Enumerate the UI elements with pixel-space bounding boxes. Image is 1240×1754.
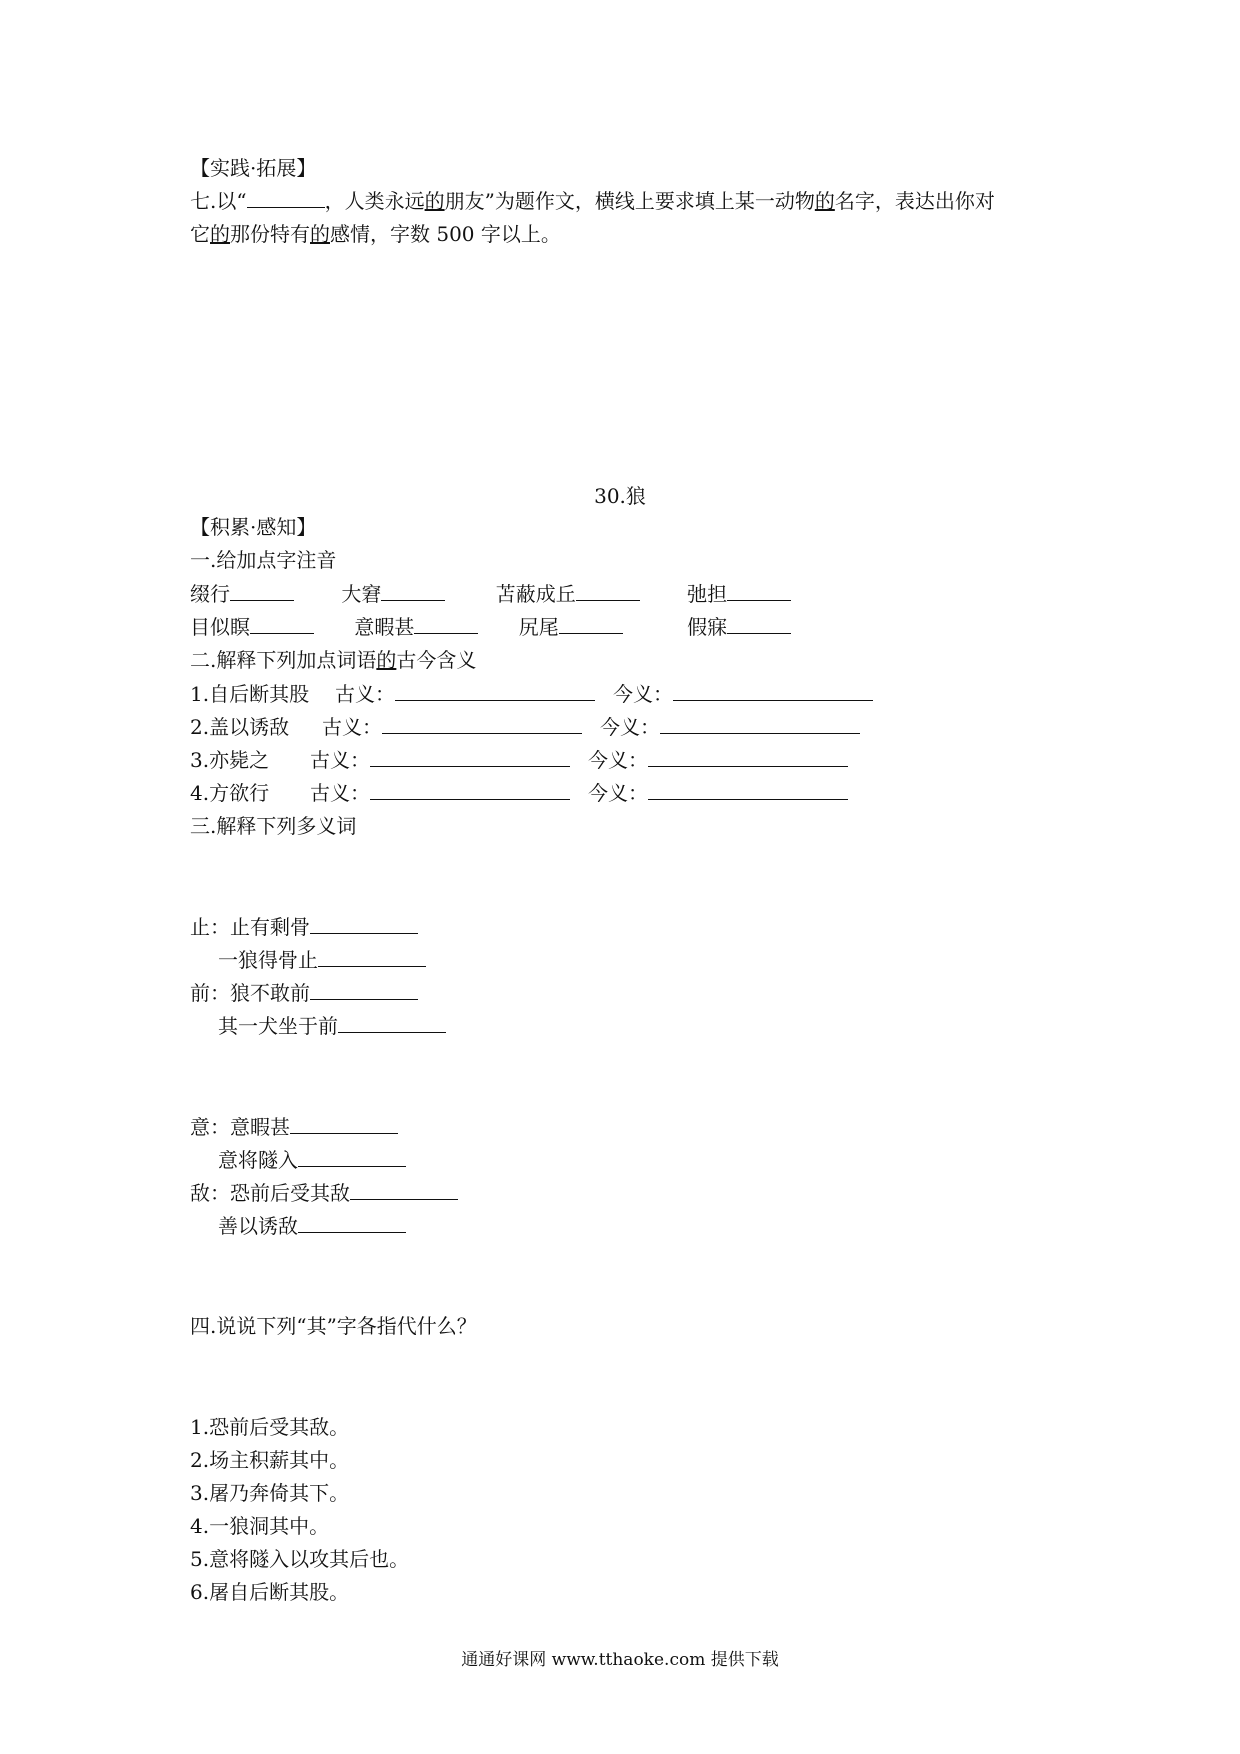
item-text: 其一犬坐于前 [218,1014,338,1038]
word: 意暇甚 [354,615,415,639]
part2-title-text: 古今含义 [396,648,477,672]
answer-blank[interactable] [370,779,570,800]
part2-title-text: 二.解释下列加点词语 [190,648,377,672]
jin-label: 今义： [588,748,648,772]
part4-item: 1.恐前后受其敌。 [190,1415,350,1439]
part2-item-4 [190,779,848,807]
answer-blank[interactable] [247,187,325,208]
word: 苫蔽成丘 [495,582,576,606]
answer-blank[interactable] [673,680,873,701]
answer-blank[interactable] [660,713,860,734]
part2-item-2 [190,713,860,741]
part4-item: 4.一狼洞其中。 [190,1514,330,1538]
answer-blank[interactable] [338,1012,446,1033]
answer-blank[interactable] [727,613,791,634]
polysemy-item [218,1212,406,1240]
answer-blank[interactable] [298,1212,406,1233]
polysemy-item [190,1179,458,1207]
part4-item: 3.屠乃奔倚其下。 [190,1481,350,1505]
answer-blank[interactable] [298,1146,406,1167]
item-label: 1.自后断其股 [190,682,310,706]
gu-label: 古义： [335,682,395,706]
polysemy-item [218,1012,446,1040]
word: 缀行 [190,582,230,606]
q7-text: ，人类永远 [324,189,425,213]
part1-title: 一.给加点字注音 [190,548,337,572]
pinyin-row-1 [190,580,827,608]
answer-blank[interactable] [318,946,426,967]
answer-blank[interactable] [230,580,294,601]
polysemy-item [218,1146,406,1174]
part2-title [190,646,476,674]
word: 弛担 [687,582,728,606]
lesson-title: 30.狼 [594,484,646,508]
part2-item-3 [190,746,848,774]
jin-label: 今义： [600,715,660,739]
item-text: 意将隧入 [218,1148,298,1172]
answer-blank[interactable] [576,580,640,601]
answer-blank[interactable] [559,613,623,634]
polysemy-item [218,946,426,974]
underlined-char: 的 [376,648,397,672]
underlined-char: 的 [210,222,230,246]
item-label: 3.亦毙之 [190,748,270,772]
answer-blank[interactable] [310,979,418,1000]
item-label: 4.方欲行 [190,781,270,805]
part2-item-1 [190,680,873,708]
answer-blank[interactable] [290,1113,398,1134]
word: 目似瞑 [190,615,250,639]
item-text: 止：止有剩骨 [190,915,310,939]
answer-blank[interactable] [382,713,582,734]
item-label: 2.盖以诱敌 [190,715,290,739]
answer-blank[interactable] [381,580,445,601]
jin-label: 今义： [613,682,673,706]
q7-prefix: 七.以“ [190,189,247,213]
part4-item: 6.屠自后断其股。 [190,1580,350,1604]
item-text: 意：意暇甚 [190,1115,290,1139]
answer-blank[interactable] [648,746,848,767]
answer-blank[interactable] [310,913,418,934]
part4-item: 5.意将隧入以攻其后也。 [190,1547,410,1571]
jin-label: 今义： [588,781,648,805]
q7-text: 感情，字数 500 字以上。 [330,222,561,246]
q7-text: 那份特有 [230,222,310,246]
section-heading-accumulate: 【积累·感知】 [190,515,317,539]
q7-text: 它 [190,222,210,246]
answer-blank[interactable] [370,746,570,767]
q7-text: 朋友”为题作文，横线上要求填上某一动物 [444,189,815,213]
answer-blank[interactable] [414,613,478,634]
answer-blank[interactable] [648,779,848,800]
part4-title: 四.说说下列“其”字各指代什么？ [190,1314,477,1338]
answer-blank[interactable] [250,613,314,634]
polysemy-item [190,913,418,941]
word: 尻尾 [518,615,559,639]
section-heading-practice: 【实践·拓展】 [190,156,317,180]
word: 大窘 [341,582,382,606]
underlined-char: 的 [424,189,445,213]
part3-title: 三.解释下列多义词 [190,814,357,838]
item-text: 前：狼不敢前 [190,981,310,1005]
item-text: 善以诱敌 [218,1214,298,1238]
word: 假寐 [687,615,728,639]
question-7-line2 [190,220,561,248]
gu-label: 古义： [322,715,382,739]
q7-text: 名字，表达出你对 [834,189,995,213]
item-text: 一狼得骨止 [218,948,318,972]
underlined-char: 的 [814,189,835,213]
underlined-char: 的 [310,222,330,246]
gu-label: 古义： [310,781,370,805]
page-footer: 通通好课网 www.tthaoke.com 提供下载 [461,1650,779,1670]
answer-blank[interactable] [395,680,595,701]
answer-blank[interactable] [350,1179,458,1200]
question-7-line1 [190,187,995,215]
part4-item: 2.场主积薪其中。 [190,1448,350,1472]
polysemy-item [190,1113,398,1141]
polysemy-item [190,979,418,1007]
item-text: 敌：恐前后受其敌 [190,1181,350,1205]
pinyin-row-2 [190,613,827,641]
gu-label: 古义： [310,748,370,772]
answer-blank[interactable] [727,580,791,601]
